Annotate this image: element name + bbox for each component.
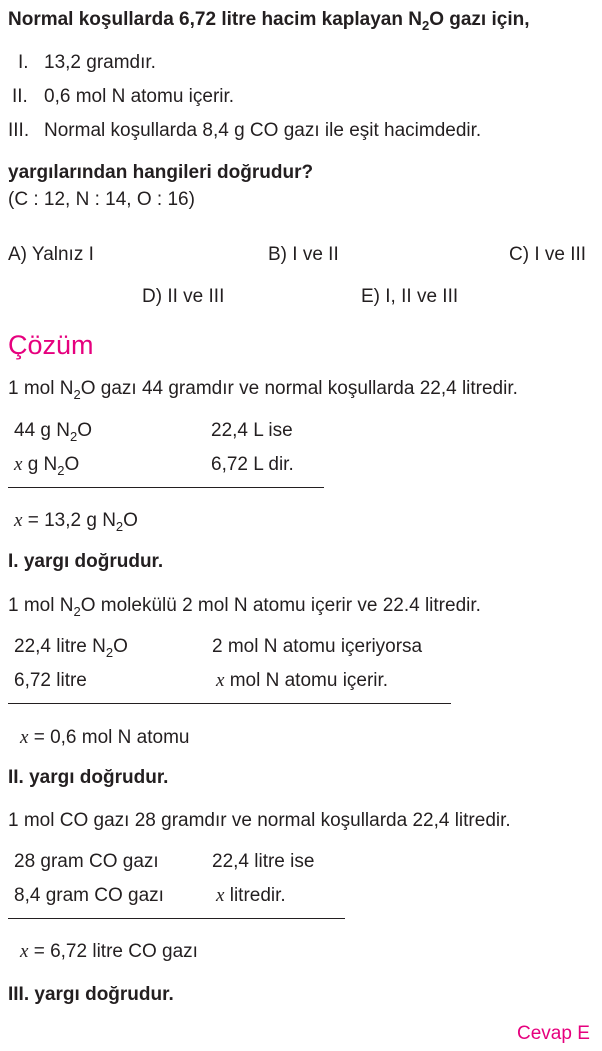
solution-heading: Çözüm bbox=[8, 330, 94, 360]
part3-intro: 1 mol CO gazı 28 gramdır ve normal koşullarda 22,4 litredir. bbox=[8, 810, 511, 831]
divider-line bbox=[8, 918, 345, 919]
part3-conclusion: III. yargı doğrudur. bbox=[8, 984, 174, 1005]
part3-row1-left: 28 gram CO gazı bbox=[14, 851, 159, 872]
part1-row2-left: x g $N_2O$ bbox=[14, 454, 80, 478]
variable-x: x bbox=[20, 727, 29, 748]
stem-text: Normal koşullarda 6,72 litre hacim kaplayan N bbox=[8, 9, 422, 30]
choice-d[interactable]: D) II ve III bbox=[142, 286, 225, 307]
divider-line bbox=[8, 703, 451, 704]
variable-x: x bbox=[20, 941, 29, 962]
part2-row1-left: 22,4 litre $N_2O$ bbox=[14, 636, 128, 660]
statement-2-text: 0,6 mol N atomu içerir. bbox=[44, 86, 235, 107]
statement-1: I. bbox=[18, 52, 29, 73]
question-prompt: yargılarından hangileri doğrudur? bbox=[8, 162, 314, 183]
part2-row2-left: 6,72 litre bbox=[14, 670, 87, 691]
stem-text-end: O gazı için, bbox=[429, 9, 530, 30]
part1-row1-right: 22,4 L ise bbox=[211, 420, 293, 441]
statement-3-text: Normal koşullarda 8,4 g CO gazı ile eşit hacimdedir. bbox=[44, 120, 482, 141]
choice-e[interactable]: E) I, II ve III bbox=[361, 286, 459, 307]
part3-row1-right: 22,4 litre ise bbox=[212, 851, 315, 872]
variable-x: x bbox=[216, 885, 225, 906]
variable-x: x bbox=[14, 454, 23, 475]
question-stem bbox=[8, 8, 530, 32]
part2-conclusion: II. yargı doğrudur. bbox=[8, 767, 169, 788]
subscript: 2 bbox=[73, 604, 81, 619]
choice-b[interactable]: B) I ve II bbox=[268, 244, 339, 265]
variable-x: x bbox=[216, 670, 225, 691]
part3-row2-left: 8,4 gram CO gazı bbox=[14, 885, 164, 906]
subscript: 2 bbox=[57, 463, 65, 478]
variable-x: x bbox=[14, 510, 23, 531]
part2-intro: 1 mol $N_2O$ molekülü 2 mol N atomu içerir ve 22.4 litredir. bbox=[8, 595, 481, 619]
part1-result: x = 13,2 g $N_2O$ bbox=[14, 510, 138, 534]
part2-result: x = 0,6 mol N atomu bbox=[20, 727, 190, 748]
part1-row1-left: 44 g $N_2O$ bbox=[14, 420, 92, 444]
part3-row2-right: x litredir. bbox=[216, 885, 286, 906]
part1-intro: 1 mol $N_2O$ gazı 44 gramdır ve normal koşullarda 22,4 litredir. bbox=[8, 378, 518, 402]
part2-row1-right: 2 mol N atomu içeriyorsa bbox=[212, 636, 423, 657]
subscript: 2 bbox=[105, 645, 114, 660]
statement-1-text: 13,2 gramdır. bbox=[44, 52, 156, 73]
choice-a[interactable]: A) Yalnız I bbox=[8, 244, 94, 265]
subscript: 2 bbox=[73, 387, 81, 402]
answer-label: Cevap E bbox=[517, 1023, 590, 1044]
subscript: 2 bbox=[115, 519, 124, 534]
atomic-masses: (C : 12, N : 14, O : 16) bbox=[8, 189, 195, 210]
subscript: 2 bbox=[421, 18, 430, 33]
part2-row2-right: x mol N atomu içerir. bbox=[216, 670, 389, 691]
part3-result: x = 6,72 litre CO gazı bbox=[20, 941, 198, 962]
divider-line bbox=[8, 487, 324, 488]
subscript: 2 bbox=[69, 429, 78, 444]
part1-conclusion: I. yargı doğrudur. bbox=[8, 551, 164, 572]
choice-c[interactable]: C) I ve III bbox=[509, 244, 587, 265]
statement-2: II. bbox=[12, 86, 28, 107]
part1-row2-right: 6,72 L dir. bbox=[211, 454, 294, 475]
statement-3: III. bbox=[8, 120, 30, 141]
